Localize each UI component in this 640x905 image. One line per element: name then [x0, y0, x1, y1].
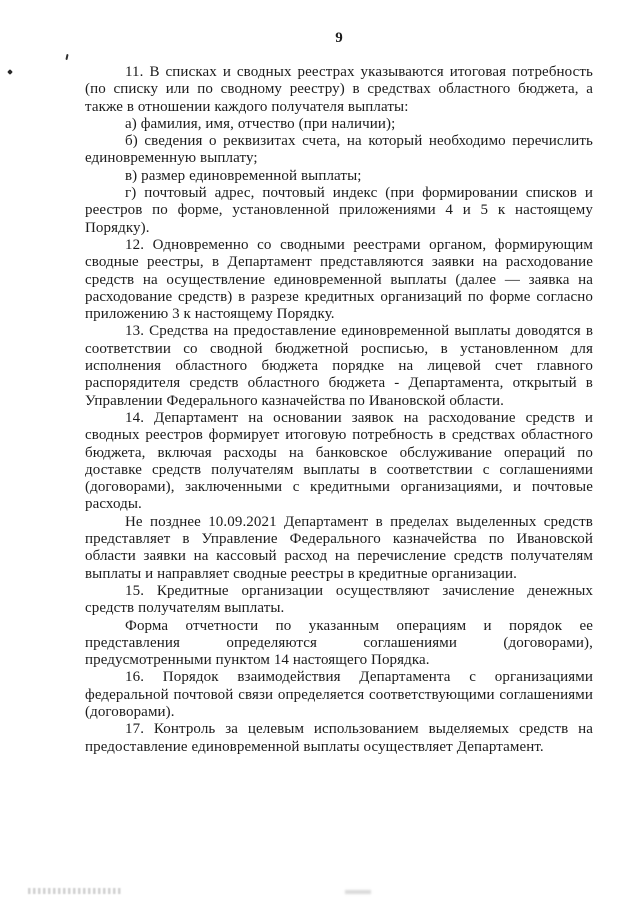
paragraph-11: 11. В списках и сводных реестрах указываются итоговая потребность (по списку или по сводному реестру) в средствах областного бюджета, а также в отношении каждого получателя выплаты:: [85, 64, 593, 115]
scan-artifact-tick: [65, 54, 68, 60]
scan-artifact-smudge-right: [345, 890, 371, 894]
paragraph-16: 16. Порядок взаимодействия Департамента с организациями федеральной почтовой связи определяется соответствующими соглашениями (договорами).: [85, 669, 593, 720]
document-body: [85, 64, 593, 756]
page-number: 9: [335, 30, 343, 46]
paragraph-15-continued: Форма отчетности по указанным операциям и порядок ее представления определяются соглашениями (договорами), предусмотренными пунктом 14 настоящего Порядка.: [85, 617, 593, 669]
scan-artifact-smudge-left: [28, 888, 123, 894]
scan-artifact-dot: [7, 69, 13, 75]
paragraph-14-continued: Не позднее 10.09.2021 Департамент в пределах выделенных средств представляет в Управление Федерального казначейства по Ивановской области заявки на кассовый расход на перечисление средств получателям выплаты и направляет сводные реестры в кредитные организации.: [85, 513, 593, 582]
paragraph-17: 17. Контроль за целевым использованием выделяемых средств на предоставление единовременной выплаты осуществляет Департамент.: [85, 721, 593, 755]
paragraph-13: 13. Средства на предоставление единовременной выплаты доводятся в соответствии со сводной бюджетной росписью, в установленном для исполнения областного бюджета порядке на лицевой счет главного распорядителя средств областного бюджета - Департамента, открытый в Управлении Федерального казначейства по Ивановской области.: [85, 323, 593, 409]
list-item-a: а) фамилия, имя, отчество (при наличии);: [125, 115, 396, 132]
list-item-g: г) почтовый адрес, почтовый индекс (при формировании списков и реестров по форме, установленной приложениями 4 и 5 к настоящему Порядку).: [85, 185, 593, 236]
paragraph-15: 15. Кредитные организации осуществляют зачисление денежных средств получателям выплаты.: [85, 582, 593, 617]
list-item-b: б) сведения о реквизитах счета, на который необходимо перечислить единовременную выплату;: [85, 133, 593, 167]
list-item-v: в) размер единовременной выплаты;: [125, 167, 362, 184]
paragraph-14: 14. Департамент на основании заявок на расходование средств и сводных реестров формирует итоговую потребность в средствах областного бюджета, включая расходы на банковское обслуживание операций по доставке средств получателям выплаты в соответствии с соглашениями (договорами), заключенными с кредитными организациями, и почтовые расходы.: [85, 409, 593, 513]
paragraph-12: 12. Одновременно со сводными реестрами органом, формирующим сводные реестры, в Департамент представляются заявки на расходование средств на осуществление единовременной выплаты (далее — заявка на расходование средств) в разрезе кредитных организаций по форме согласно приложению 3 к настоящему Порядку.: [85, 236, 593, 323]
